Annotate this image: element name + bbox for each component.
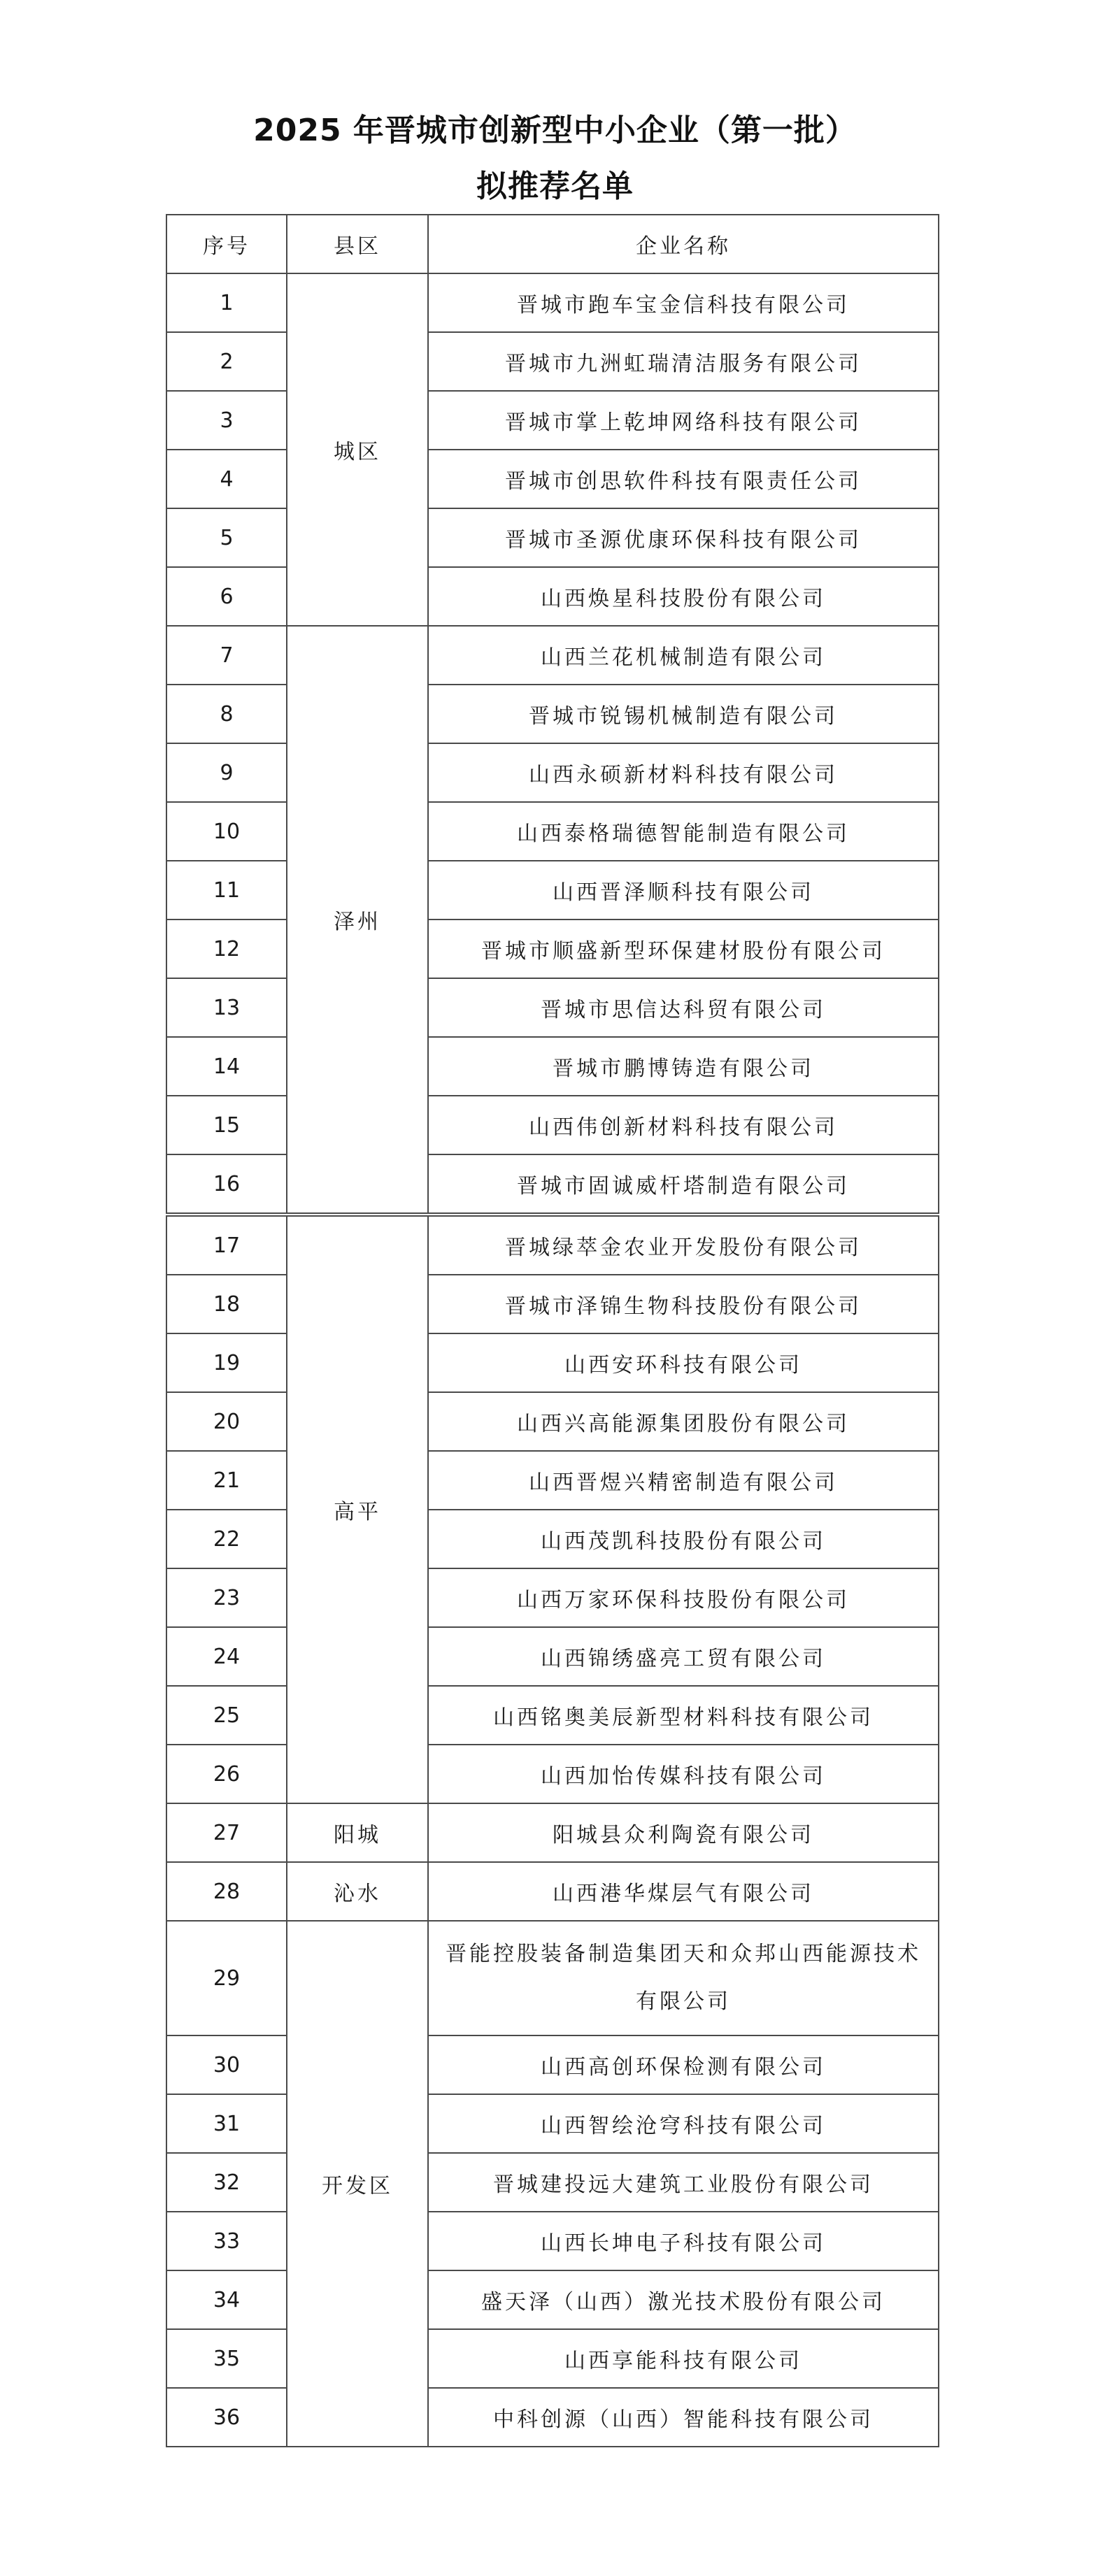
table-row <box>166 2212 939 2270</box>
row-no: 4 <box>166 450 287 508</box>
company-name: 晋城市鹏博铸造有限公司 <box>428 1037 939 1096</box>
row-no: 22 <box>166 1510 287 1568</box>
company-name: 晋城市九洲虹瑞清洁服务有限公司 <box>428 332 939 391</box>
company-name: 山西智绘沧穹科技有限公司 <box>428 2094 939 2153</box>
recommendation-table <box>166 214 939 2447</box>
table-row <box>166 2094 939 2153</box>
table-row <box>166 508 939 567</box>
table-row <box>166 802 939 861</box>
region-cell-chengqu: 城区 <box>287 273 428 626</box>
row-no: 35 <box>166 2329 287 2388</box>
row-no: 34 <box>166 2270 287 2329</box>
table-row <box>166 1392 939 1451</box>
row-no: 26 <box>166 1745 287 1803</box>
company-name: 山西享能科技有限公司 <box>428 2329 939 2388</box>
company-name: 山西港华煤层气有限公司 <box>428 1862 939 1921</box>
company-name: 山西长坤电子科技有限公司 <box>428 2212 939 2270</box>
table-row <box>166 743 939 802</box>
region-cell-gaoping: 高平 <box>287 1215 428 1803</box>
table-row <box>166 978 939 1037</box>
table-row <box>166 1862 939 1921</box>
document-title-line1: 2025 年晋城市创新型中小企业（第一批） <box>253 113 857 148</box>
table-row <box>166 1037 939 1096</box>
table-row <box>166 1096 939 1154</box>
company-name: 山西永硕新材料科技有限公司 <box>428 743 939 802</box>
row-no: 10 <box>166 802 287 861</box>
row-no: 27 <box>166 1803 287 1862</box>
row-no: 25 <box>166 1686 287 1745</box>
table-row <box>166 2270 939 2329</box>
table-row <box>166 2388 939 2447</box>
region-cell-qinshui: 沁水 <box>287 1862 428 1921</box>
company-name: 山西万家环保科技股份有限公司 <box>428 1568 939 1627</box>
company-name: 晋城建投远大建筑工业股份有限公司 <box>428 2153 939 2212</box>
header-region: 县区 <box>287 215 428 273</box>
company-name: 晋城市固诚威杆塔制造有限公司 <box>428 1154 939 1215</box>
table-row <box>166 2329 939 2388</box>
table-row <box>166 1627 939 1686</box>
table-row <box>166 2035 939 2094</box>
row-no: 6 <box>166 567 287 626</box>
table-row <box>166 1510 939 1568</box>
table-row <box>166 567 939 626</box>
row-no: 28 <box>166 1862 287 1921</box>
table-row <box>166 450 939 508</box>
company-name: 山西兰花机械制造有限公司 <box>428 626 939 685</box>
row-no: 5 <box>166 508 287 567</box>
company-name: 山西高创环保检测有限公司 <box>428 2035 939 2094</box>
row-no: 15 <box>166 1096 287 1154</box>
row-no: 21 <box>166 1451 287 1510</box>
company-name: 晋城市泽锦生物科技股份有限公司 <box>428 1275 939 1333</box>
row-no: 33 <box>166 2212 287 2270</box>
row-no: 11 <box>166 861 287 920</box>
company-name: 山西晋煜兴精密制造有限公司 <box>428 1451 939 1510</box>
company-name: 阳城县众利陶瓷有限公司 <box>428 1803 939 1862</box>
row-no: 20 <box>166 1392 287 1451</box>
table-row <box>166 1745 939 1803</box>
table-row <box>166 1215 939 1275</box>
row-no: 12 <box>166 920 287 978</box>
region-cell-kaifaqu: 开发区 <box>287 1921 428 2447</box>
company-name: 山西加怡传媒科技有限公司 <box>428 1745 939 1803</box>
row-no: 18 <box>166 1275 287 1333</box>
row-no: 8 <box>166 685 287 743</box>
region-cell-yangcheng: 阳城 <box>287 1803 428 1862</box>
company-name: 晋城市思信达科贸有限公司 <box>428 978 939 1037</box>
company-name: 晋城市圣源优康环保科技有限公司 <box>428 508 939 567</box>
row-no: 30 <box>166 2035 287 2094</box>
company-name: 山西焕星科技股份有限公司 <box>428 567 939 626</box>
row-no: 29 <box>166 1921 287 2035</box>
table-row <box>166 273 939 332</box>
row-no: 23 <box>166 1568 287 1627</box>
table-row <box>166 1154 939 1215</box>
row-no: 24 <box>166 1627 287 1686</box>
company-name: 山西晋泽顺科技有限公司 <box>428 861 939 920</box>
table-row <box>166 332 939 391</box>
company-name: 山西锦绣盛亮工贸有限公司 <box>428 1627 939 1686</box>
company-name: 晋城市顺盛新型环保建材股份有限公司 <box>428 920 939 978</box>
company-name: 山西茂凯科技股份有限公司 <box>428 1510 939 1568</box>
table-row <box>166 1333 939 1392</box>
company-name: 中科创源（山西）智能科技有限公司 <box>428 2388 939 2447</box>
table-row <box>166 2153 939 2212</box>
company-name: 晋城绿萃金农业开发股份有限公司 <box>428 1215 939 1275</box>
table-row <box>166 685 939 743</box>
row-no: 7 <box>166 626 287 685</box>
row-no: 19 <box>166 1333 287 1392</box>
row-no: 32 <box>166 2153 287 2212</box>
table-row <box>166 1275 939 1333</box>
row-no: 2 <box>166 332 287 391</box>
document-title-line2: 拟推荐名单 <box>476 169 634 204</box>
region-cell-zezhou: 泽州 <box>287 626 428 1215</box>
table-row <box>166 861 939 920</box>
company-name: 晋城市掌上乾坤网络科技有限公司 <box>428 391 939 450</box>
header-no: 序号 <box>166 215 287 273</box>
row-no: 3 <box>166 391 287 450</box>
table-row <box>166 626 939 685</box>
company-name: 山西铭奥美辰新型材料科技有限公司 <box>428 1686 939 1745</box>
company-name: 晋城市锐锡机械制造有限公司 <box>428 685 939 743</box>
table-row <box>166 1803 939 1862</box>
company-name: 晋城市创思软件科技有限责任公司 <box>428 450 939 508</box>
row-no: 14 <box>166 1037 287 1096</box>
row-no: 36 <box>166 2388 287 2447</box>
table-row <box>166 920 939 978</box>
table-row <box>166 1451 939 1510</box>
company-name: 山西伟创新材料科技有限公司 <box>428 1096 939 1154</box>
company-name: 晋能控股装备制造集团天和众邦山西能源技术有限公司 <box>428 1921 939 2035</box>
row-no: 17 <box>166 1215 287 1275</box>
row-no: 9 <box>166 743 287 802</box>
company-name: 山西安环科技有限公司 <box>428 1333 939 1392</box>
row-no: 16 <box>166 1154 287 1215</box>
table-header-row <box>166 215 939 273</box>
company-name: 晋城市跑车宝金信科技有限公司 <box>428 273 939 332</box>
company-name: 盛天泽（山西）激光技术股份有限公司 <box>428 2270 939 2329</box>
header-name: 企业名称 <box>428 215 939 273</box>
row-no: 1 <box>166 273 287 332</box>
table-row <box>166 1568 939 1627</box>
table-row <box>166 1921 939 2035</box>
table-row <box>166 1686 939 1745</box>
company-name: 山西兴高能源集团股份有限公司 <box>428 1392 939 1451</box>
company-name: 山西泰格瑞德智能制造有限公司 <box>428 802 939 861</box>
row-no: 13 <box>166 978 287 1037</box>
table-row <box>166 391 939 450</box>
row-no: 31 <box>166 2094 287 2153</box>
